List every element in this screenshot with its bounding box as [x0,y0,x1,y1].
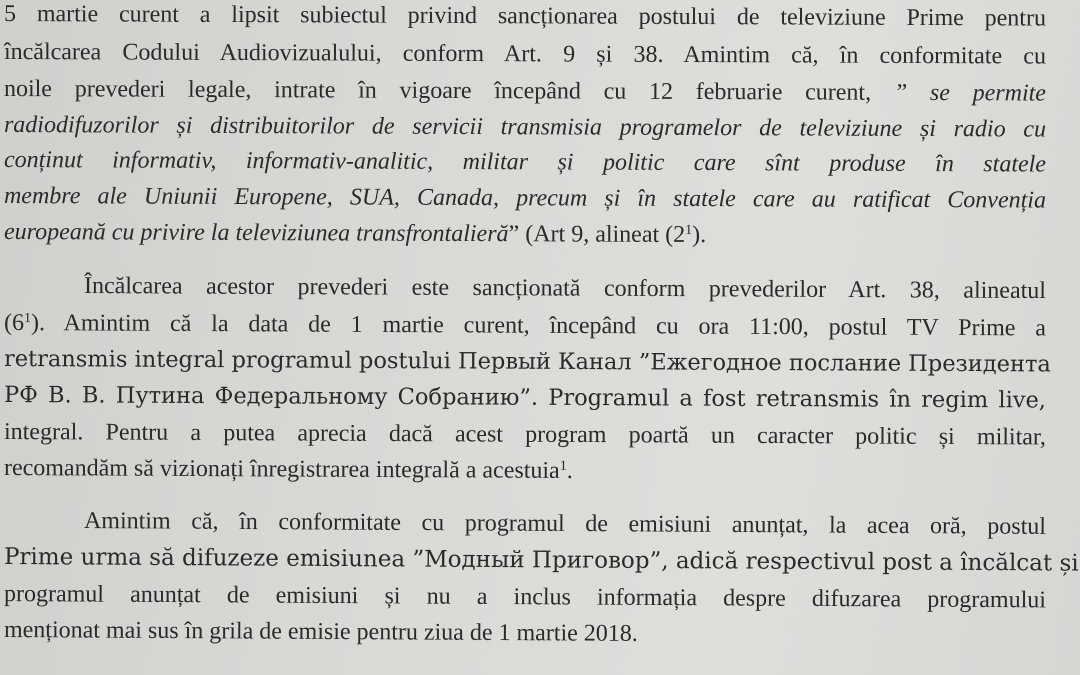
italic-quote: europeană cu privire la televiziunea transfrontalieră [3,219,509,248]
text-span: (6 [3,310,25,337]
italic-quote: membre ale Uniunii Europene, SUA, Canada, precum și în statele care au ratificat Convenția [3,183,1047,214]
text-span: . [566,457,573,484]
text-span: încălcarea Codului Audiovizualului, conform Art. 9 și 38. Amintim că, în conformitate cu [3,39,1047,70]
paragraph-3-line-1 [84,507,1046,541]
text-span: menționat mai sus în grila de emisie pentru ziua de 1 martie 2018. [3,617,638,647]
text-span: ). Amintim că la data de 1 martie curent, începând cu ora 11:00, postul TV Prime a [30,310,1047,342]
superscript: 1 [559,458,567,474]
paragraph-2-line-1 [84,272,1046,305]
text-span: РФ В. В. Путина Федеральному Собранию”. Programul a fost retransmis în regim live, [3,382,1047,414]
text-span: Prime urma să difuzeze emisiunea ”Модный Приговор”, adică respectivul post a încălcat și [3,544,1079,577]
text-span: 5 martie curent a lipsit subiectul privind sancționarea postului de televiziune Prime pentru [3,1,1047,32]
paragraph-1-line-6 [4,182,1046,215]
paragraph-1-line-5 [4,146,1046,179]
paragraph-3-line-4 [4,616,1046,650]
paragraph-1-line-7 [4,218,1046,251]
text-span: recomandăm să vizionați înregistrarea integrală a acestuia [3,455,560,484]
text-span: ). [692,222,707,249]
paragraph-1-line-3 [4,75,1046,108]
paragraph-3-line-3 [4,580,1046,614]
paragraph-2-line-5 [4,418,1046,451]
text-span: Amintim că, în conformitate cu programul de emisiuni anunțat, la acea oră, postul [83,508,1047,540]
italic-quote: radiodifuzorilor și distribuitorilor de servicii transmisia programelor de televiziune și radio cu [3,112,1047,143]
paragraph-1-line-4 [4,111,1046,144]
paragraph-2-line-4 [4,381,1046,414]
text-span: Încălcarea acestor prevederi este sancționată conform prevederilor Art. 38, alineatul [83,273,1047,305]
text-span: retransmis integral programul postului Первый Канал ”Ежегодное послание Президента [3,346,1051,378]
text-span: integral. Pentru a putea aprecia dacă acest program poartă un caracter politic și militar, [3,419,1047,451]
superscript: 1 [23,311,32,327]
text-span: programul anunțat de emisiuni și nu a inclus informația despre difuzarea programului [3,581,1047,614]
text-span: noile prevederi legale, intrate în vigoare începând cu 12 februarie curent, [3,76,894,106]
paragraph-1-line-1 [4,0,1046,33]
paragraph-1-line-2 [4,38,1046,71]
paragraph-3-line-2 [3,543,1079,577]
paragraph-2-line-3 [3,345,1051,378]
text-span: ” (Art 9, alineat (2 [508,221,686,248]
paragraph-2-line-2 [4,309,1046,342]
superscript: 1 [685,222,693,239]
paragraph-2-line-6 [4,454,1046,487]
italic-quote: ” se permite [893,79,1047,107]
italic-quote: conținut informativ, informativ-analitic, militar și politic care sînt produse în statele [3,147,1047,178]
